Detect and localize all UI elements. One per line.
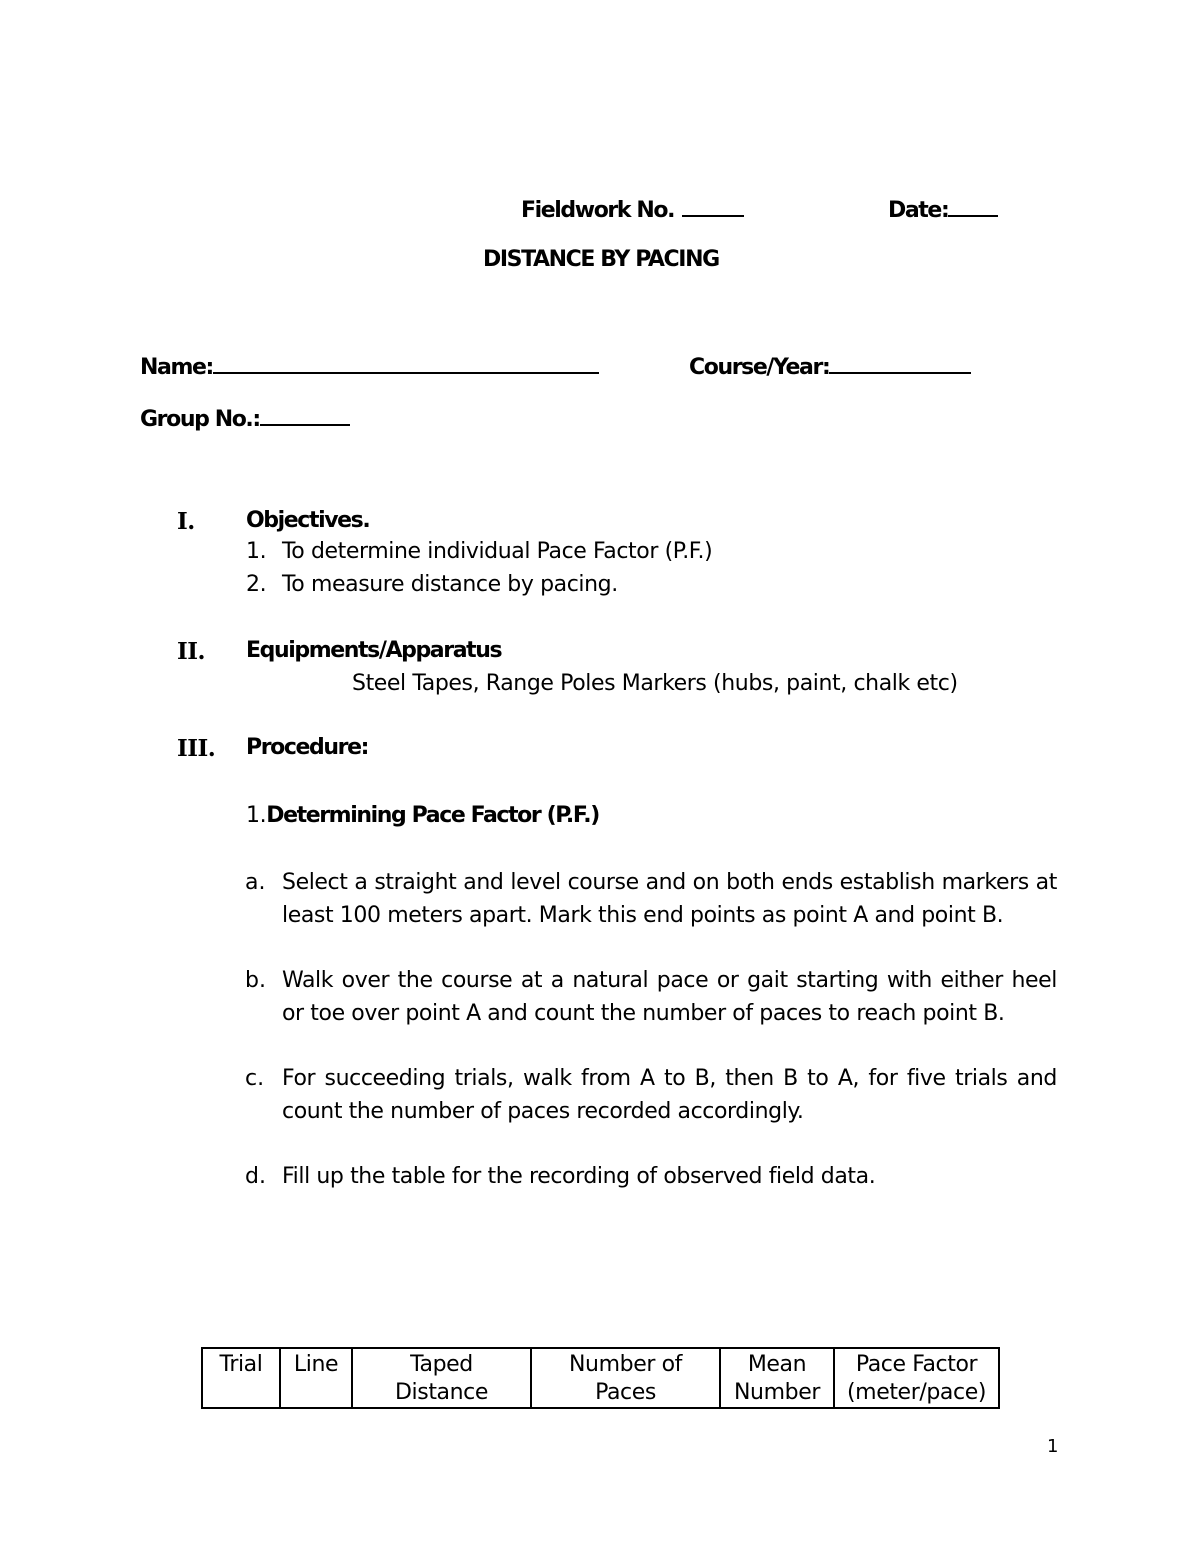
table-header-cell: [834, 1348, 999, 1408]
header-taped-line2: Distance: [395, 1380, 488, 1405]
step-marker-d: d.: [245, 1164, 266, 1189]
course-year-blank[interactable]: [829, 352, 971, 374]
procedure-subheading: [246, 803, 599, 828]
date-blank[interactable]: [948, 195, 998, 217]
section-numeral-procedure: III.: [177, 735, 216, 762]
table-header-cell: [352, 1348, 531, 1408]
equipment-list: Steel Tapes, Range Poles Markers (hubs, paint, chalk etc): [352, 671, 958, 696]
header-paces-line1: Number of: [569, 1352, 682, 1377]
header-line-line1: Line: [293, 1352, 339, 1377]
date-label: [888, 195, 998, 223]
step-text-b: Walk over the course at a natural pace or gait starting with either heel or toe over point A and count the number of paces to reach point B.: [282, 968, 1057, 1026]
header-mean-line2: Number: [734, 1380, 820, 1405]
section-heading-objectives: Objectives.: [246, 508, 370, 533]
header-trial-line1: Trial: [219, 1352, 263, 1377]
pace-factor-table: [201, 1347, 1000, 1409]
header-taped-line1: Taped: [410, 1352, 473, 1377]
header-mean-line1: Mean: [747, 1352, 807, 1377]
page-number: 1: [1047, 1436, 1059, 1457]
procedure-sub-heading: Determining Pace Factor (P.F.): [266, 803, 599, 828]
page-title: DISTANCE BY PACING: [483, 247, 719, 272]
group-label: Group No.:: [140, 407, 260, 432]
section-heading-equipment: Equipments/Apparatus: [246, 638, 502, 663]
objective-item-1: To determine individual Pace Factor (P.F.): [282, 539, 713, 564]
objective-marker-1: 1.: [246, 539, 267, 564]
name-blank[interactable]: [213, 352, 599, 374]
table-header-cell: [720, 1348, 834, 1408]
name-field: [140, 352, 599, 380]
step-text-a: Select a straight and level course and on both ends establish markers at least 100 meters apart. Mark this end points as point A and point B.: [282, 870, 1057, 928]
group-field: [140, 404, 350, 432]
table-header-cell: [531, 1348, 720, 1408]
group-blank[interactable]: [260, 404, 350, 426]
table-header-cell: [280, 1348, 352, 1408]
objective-item-2: To measure distance by pacing.: [282, 572, 618, 597]
date-label-text: Date:: [888, 198, 949, 223]
table-header-row: [202, 1348, 999, 1408]
procedure-sub-marker: 1.: [246, 803, 267, 828]
fieldwork-number-label: [521, 195, 744, 223]
step-text-d: Fill up the table for the recording of observed field data.: [282, 1164, 876, 1189]
header-pf-line2: (meter/pace): [846, 1380, 987, 1405]
step-marker-b: b.: [245, 968, 266, 993]
section-numeral-equipment: II.: [177, 638, 206, 665]
header-pf-line1: Pace Factor: [855, 1352, 978, 1377]
fieldwork-number-blank[interactable]: [682, 195, 744, 217]
course-year-label: Course/Year:: [689, 355, 830, 380]
step-marker-a: a.: [245, 870, 266, 895]
objective-marker-2: 2.: [246, 572, 267, 597]
step-text-c: For succeeding trials, walk from A to B, then B to A, for five trials and count the number of paces recorded accordingly.: [282, 1066, 1057, 1124]
section-heading-procedure: Procedure:: [246, 735, 369, 760]
table-header-cell: [202, 1348, 280, 1408]
header-paces-line2: Paces: [595, 1380, 656, 1405]
step-marker-c: c.: [245, 1066, 265, 1091]
section-numeral-objectives: I.: [177, 508, 195, 535]
fieldwork-label-text: Fieldwork No.: [521, 198, 675, 223]
name-label: Name:: [140, 355, 213, 380]
course-year-field: [689, 352, 971, 380]
